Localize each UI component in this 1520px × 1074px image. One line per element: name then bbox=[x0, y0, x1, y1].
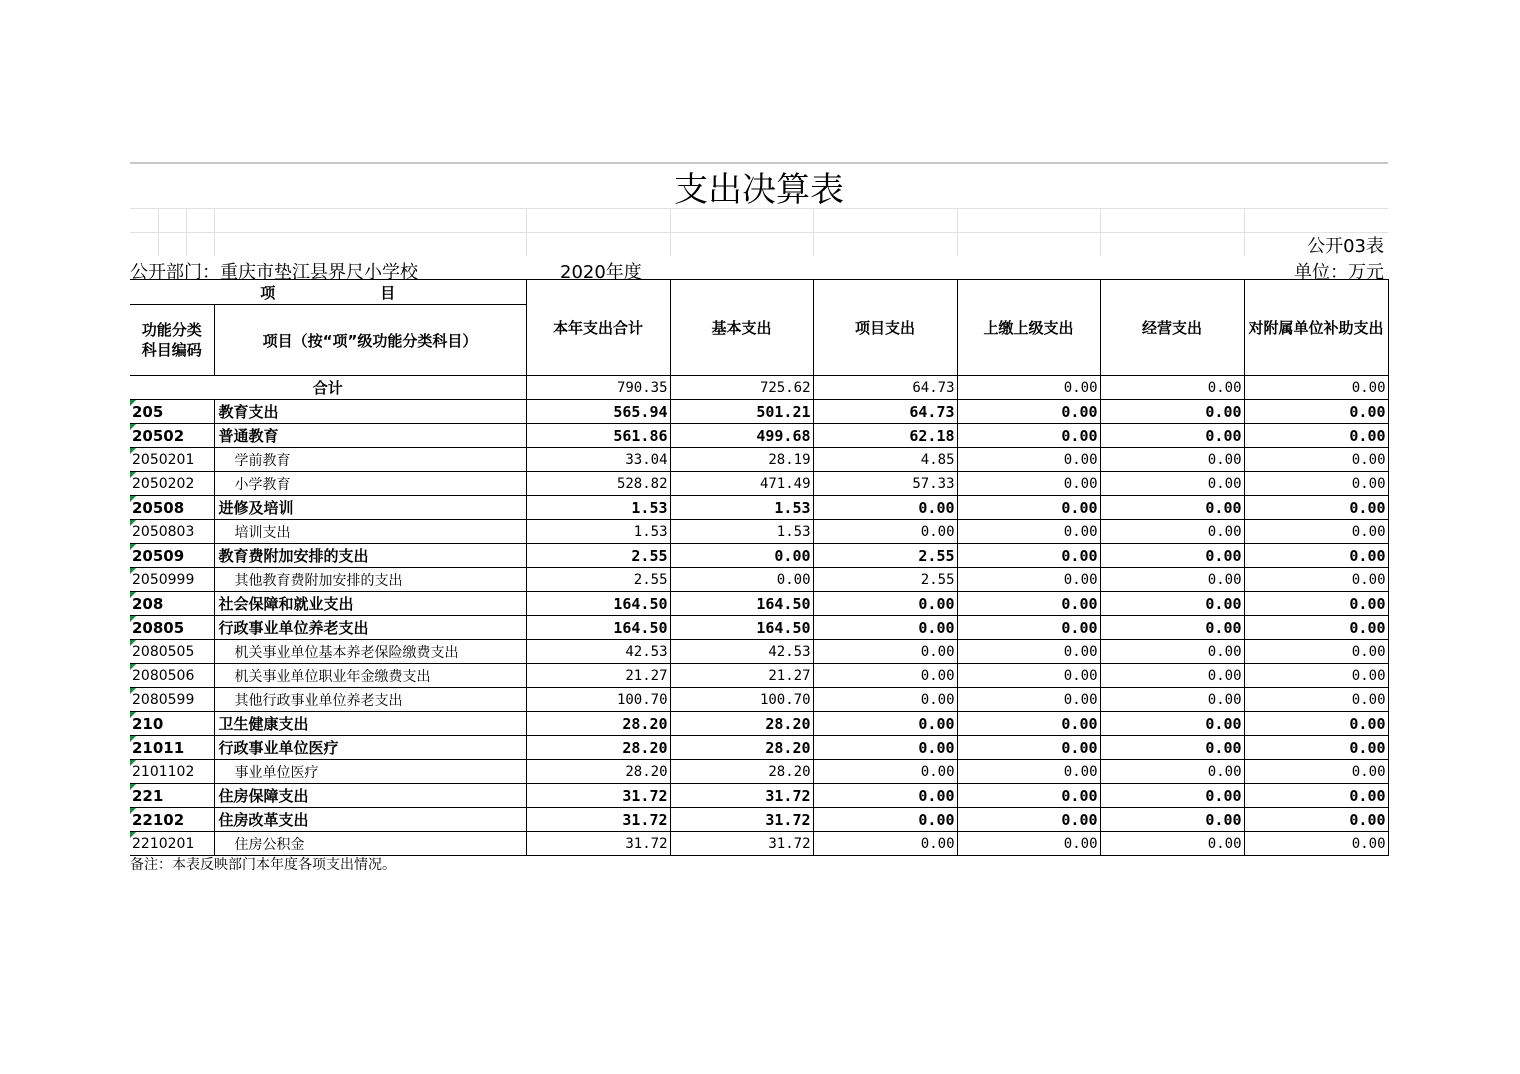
table-row bbox=[130, 712, 1388, 736]
row-value: 1.53 bbox=[670, 520, 813, 544]
grid-line bbox=[1244, 208, 1245, 256]
row-value: 2.55 bbox=[813, 544, 957, 568]
row-value: 0.00 bbox=[957, 664, 1100, 688]
row-value: 2.55 bbox=[813, 568, 957, 592]
row-value: 0.00 bbox=[670, 544, 813, 568]
row-code-text: 2050201 bbox=[132, 451, 195, 468]
row-value: 0.00 bbox=[1100, 424, 1244, 448]
row-value: 0.00 bbox=[957, 760, 1100, 784]
row-value: 0.00 bbox=[1100, 448, 1244, 472]
row-value: 0.00 bbox=[957, 592, 1100, 616]
row-value: 28.20 bbox=[670, 712, 813, 736]
row-code bbox=[130, 520, 214, 544]
row-value: 0.00 bbox=[1244, 568, 1388, 592]
header-name: 项目（按“项”级功能分类科目） bbox=[214, 305, 526, 376]
table-row bbox=[130, 688, 1388, 712]
sheet-top-border bbox=[130, 162, 1388, 164]
row-code-text: 210 bbox=[132, 714, 164, 733]
row-value: 100.70 bbox=[670, 688, 813, 712]
row-code-text: 2050202 bbox=[132, 475, 195, 492]
row-value: 0.00 bbox=[813, 592, 957, 616]
row-value: 0.00 bbox=[957, 832, 1100, 856]
row-code-text: 20509 bbox=[132, 546, 185, 565]
text-number-marker-icon bbox=[130, 688, 136, 694]
row-value: 164.50 bbox=[670, 616, 813, 640]
row-code bbox=[130, 664, 214, 688]
row-value: 33.04 bbox=[526, 448, 670, 472]
row-value: 0.00 bbox=[813, 784, 957, 808]
row-value: 0.00 bbox=[1244, 640, 1388, 664]
row-name bbox=[214, 736, 526, 760]
row-value: 164.50 bbox=[526, 592, 670, 616]
grid-line bbox=[526, 208, 527, 256]
header-item: 项 目 bbox=[130, 280, 526, 305]
row-value: 0.00 bbox=[1244, 472, 1388, 496]
header-col-remit: 上缴上级支出 bbox=[957, 280, 1100, 376]
row-value: 0.00 bbox=[1244, 712, 1388, 736]
row-name bbox=[214, 520, 526, 544]
row-value: 0.00 bbox=[1244, 544, 1388, 568]
row-name-text: 行政事业单位医疗 bbox=[218, 739, 339, 757]
row-value: 0.00 bbox=[1100, 832, 1244, 856]
row-name bbox=[214, 544, 526, 568]
table-row bbox=[130, 616, 1388, 640]
row-value: 0.00 bbox=[813, 808, 957, 832]
row-name-text: 住房保障支出 bbox=[218, 787, 309, 805]
header-col-total: 本年支出合计 bbox=[526, 280, 670, 376]
grid-line bbox=[158, 208, 159, 256]
row-value: 0.00 bbox=[1244, 736, 1388, 760]
table-row bbox=[130, 568, 1388, 592]
row-value: 28.20 bbox=[526, 736, 670, 760]
row-value: 21.27 bbox=[670, 664, 813, 688]
row-value: 0.00 bbox=[957, 616, 1100, 640]
total-value: 0.00 bbox=[1244, 376, 1388, 400]
row-value: 0.00 bbox=[1244, 496, 1388, 520]
row-code bbox=[130, 544, 214, 568]
row-value: 0.00 bbox=[1244, 808, 1388, 832]
table-row bbox=[130, 832, 1388, 856]
row-name-text: 社会保障和就业支出 bbox=[218, 595, 354, 613]
row-value: 0.00 bbox=[957, 688, 1100, 712]
row-value: 0.00 bbox=[1100, 664, 1244, 688]
row-value: 42.53 bbox=[526, 640, 670, 664]
grid-line bbox=[813, 208, 814, 256]
row-value: 28.20 bbox=[670, 736, 813, 760]
row-name-text: 小学教育 bbox=[234, 476, 291, 493]
row-value: 0.00 bbox=[1100, 496, 1244, 520]
header-code: 功能分类科目编码 bbox=[130, 305, 214, 376]
row-name-text: 机关事业单位基本养老保险缴费支出 bbox=[234, 644, 459, 661]
total-value: 64.73 bbox=[813, 376, 957, 400]
fiscal-year: 2020年度 bbox=[560, 262, 642, 283]
row-value: 0.00 bbox=[1244, 784, 1388, 808]
row-value: 28.20 bbox=[526, 712, 670, 736]
row-code bbox=[130, 616, 214, 640]
row-name-text: 机关事业单位职业年金缴费支出 bbox=[234, 668, 431, 685]
text-number-marker-icon bbox=[130, 592, 136, 598]
row-code-text: 20502 bbox=[132, 426, 185, 445]
row-code bbox=[130, 712, 214, 736]
table-row bbox=[130, 520, 1388, 544]
row-value: 64.73 bbox=[813, 400, 957, 424]
row-name-text: 培训支出 bbox=[234, 524, 291, 541]
row-value: 164.50 bbox=[670, 592, 813, 616]
row-code-text: 2080599 bbox=[132, 691, 195, 708]
row-value: 0.00 bbox=[1100, 784, 1244, 808]
table-row bbox=[130, 544, 1388, 568]
row-name-text: 学前教育 bbox=[234, 452, 291, 469]
row-value: 0.00 bbox=[1244, 688, 1388, 712]
row-value: 1.53 bbox=[526, 520, 670, 544]
row-value: 28.20 bbox=[670, 760, 813, 784]
table-row bbox=[130, 472, 1388, 496]
text-number-marker-icon bbox=[130, 400, 136, 406]
table-row bbox=[130, 496, 1388, 520]
row-name bbox=[214, 832, 526, 856]
row-value: 0.00 bbox=[957, 568, 1100, 592]
table-row bbox=[130, 424, 1388, 448]
row-code-text: 2080506 bbox=[132, 667, 195, 684]
row-name bbox=[214, 760, 526, 784]
row-value: 0.00 bbox=[813, 712, 957, 736]
row-value: 0.00 bbox=[1244, 592, 1388, 616]
row-name-text: 卫生健康支出 bbox=[218, 715, 309, 733]
row-code bbox=[130, 808, 214, 832]
footnote: 备注：本表反映部门本年度各项支出情况。 bbox=[130, 857, 396, 873]
row-value: 0.00 bbox=[1244, 448, 1388, 472]
text-number-marker-icon bbox=[130, 736, 136, 742]
row-value: 0.00 bbox=[1100, 640, 1244, 664]
text-number-marker-icon bbox=[130, 640, 136, 646]
row-code-text: 2210201 bbox=[132, 835, 195, 852]
row-value: 0.00 bbox=[1100, 688, 1244, 712]
row-value: 0.00 bbox=[1244, 760, 1388, 784]
row-code bbox=[130, 472, 214, 496]
row-name-text: 行政事业单位养老支出 bbox=[218, 619, 369, 637]
row-code bbox=[130, 496, 214, 520]
total-value: 0.00 bbox=[1100, 376, 1244, 400]
row-name bbox=[214, 448, 526, 472]
row-value: 0.00 bbox=[1100, 808, 1244, 832]
row-value: 0.00 bbox=[1100, 472, 1244, 496]
text-number-marker-icon bbox=[130, 832, 136, 838]
row-value: 0.00 bbox=[957, 496, 1100, 520]
row-value: 0.00 bbox=[1100, 520, 1244, 544]
department-label: 公开部门：重庆市垫江县界尺小学校 bbox=[130, 262, 418, 283]
row-code-text: 20805 bbox=[132, 618, 185, 637]
grid-line bbox=[214, 208, 215, 256]
table-row bbox=[130, 784, 1388, 808]
row-code-text: 208 bbox=[132, 594, 164, 613]
row-value: 62.18 bbox=[813, 424, 957, 448]
row-name bbox=[214, 784, 526, 808]
row-code-text: 2080505 bbox=[132, 643, 195, 660]
row-value: 0.00 bbox=[957, 712, 1100, 736]
table-row bbox=[130, 736, 1388, 760]
row-value: 0.00 bbox=[1100, 736, 1244, 760]
row-code-text: 2050803 bbox=[132, 523, 195, 540]
row-value: 0.00 bbox=[813, 736, 957, 760]
row-name bbox=[214, 688, 526, 712]
row-value: 501.21 bbox=[670, 400, 813, 424]
row-value: 0.00 bbox=[813, 616, 957, 640]
row-value: 471.49 bbox=[670, 472, 813, 496]
row-value: 0.00 bbox=[1100, 400, 1244, 424]
row-value: 28.19 bbox=[670, 448, 813, 472]
grid-line bbox=[130, 232, 1388, 233]
row-name bbox=[214, 640, 526, 664]
row-code bbox=[130, 448, 214, 472]
row-code-text: 2050999 bbox=[132, 571, 195, 588]
grid-line bbox=[186, 208, 187, 256]
row-value: 0.00 bbox=[813, 640, 957, 664]
table-row bbox=[130, 400, 1388, 424]
total-row bbox=[130, 376, 1388, 400]
row-name bbox=[214, 616, 526, 640]
row-value: 100.70 bbox=[526, 688, 670, 712]
row-value: 0.00 bbox=[1100, 712, 1244, 736]
row-value: 0.00 bbox=[957, 472, 1100, 496]
row-value: 0.00 bbox=[1244, 424, 1388, 448]
row-value: 0.00 bbox=[1244, 832, 1388, 856]
row-code bbox=[130, 400, 214, 424]
row-value: 0.00 bbox=[1244, 664, 1388, 688]
row-value: 2.55 bbox=[526, 544, 670, 568]
row-value: 0.00 bbox=[813, 496, 957, 520]
header-col-operating: 经营支出 bbox=[1100, 280, 1244, 376]
grid-line bbox=[957, 208, 958, 256]
row-code bbox=[130, 424, 214, 448]
total-value: 0.00 bbox=[957, 376, 1100, 400]
row-value: 0.00 bbox=[1244, 520, 1388, 544]
row-value: 28.20 bbox=[526, 760, 670, 784]
row-value: 0.00 bbox=[957, 544, 1100, 568]
text-number-marker-icon bbox=[130, 760, 136, 766]
row-name bbox=[214, 664, 526, 688]
row-code-text: 2101102 bbox=[132, 763, 195, 780]
row-value: 1.53 bbox=[526, 496, 670, 520]
row-name-text: 住房改革支出 bbox=[218, 811, 309, 829]
text-number-marker-icon bbox=[130, 544, 136, 550]
row-value: 0.00 bbox=[813, 760, 957, 784]
text-number-marker-icon bbox=[130, 520, 136, 526]
page-title: 支出决算表 bbox=[674, 170, 844, 210]
row-name-text: 事业单位医疗 bbox=[234, 764, 319, 781]
grid-line bbox=[670, 208, 671, 256]
text-number-marker-icon bbox=[130, 808, 136, 814]
row-value: 31.72 bbox=[526, 808, 670, 832]
row-value: 0.00 bbox=[957, 520, 1100, 544]
row-code-text: 221 bbox=[132, 786, 164, 805]
row-code-text: 21011 bbox=[132, 738, 185, 757]
row-value: 21.27 bbox=[526, 664, 670, 688]
row-value: 499.68 bbox=[670, 424, 813, 448]
row-value: 0.00 bbox=[1100, 544, 1244, 568]
row-value: 57.33 bbox=[813, 472, 957, 496]
row-value: 2.55 bbox=[526, 568, 670, 592]
text-number-marker-icon bbox=[130, 496, 136, 502]
header-col-subsidy: 对附属单位补助支出 bbox=[1244, 280, 1388, 376]
row-value: 528.82 bbox=[526, 472, 670, 496]
table-row bbox=[130, 760, 1388, 784]
table-row bbox=[130, 640, 1388, 664]
text-number-marker-icon bbox=[130, 424, 136, 430]
row-value: 31.72 bbox=[670, 832, 813, 856]
row-name-text: 其他教育费附加安排的支出 bbox=[234, 572, 403, 589]
row-value: 31.72 bbox=[670, 808, 813, 832]
row-name bbox=[214, 712, 526, 736]
row-value: 42.53 bbox=[670, 640, 813, 664]
row-value: 164.50 bbox=[526, 616, 670, 640]
row-value: 1.53 bbox=[670, 496, 813, 520]
row-value: 0.00 bbox=[813, 688, 957, 712]
text-number-marker-icon bbox=[130, 712, 136, 718]
grid-line bbox=[1100, 208, 1101, 256]
row-code bbox=[130, 592, 214, 616]
row-code-text: 22102 bbox=[132, 810, 185, 829]
unit-label: 单位：万元 bbox=[1294, 262, 1384, 283]
row-name-text: 其他行政事业单位养老支出 bbox=[234, 692, 403, 709]
row-value: 0.00 bbox=[957, 736, 1100, 760]
row-value: 0.00 bbox=[813, 664, 957, 688]
text-number-marker-icon bbox=[130, 472, 136, 478]
row-value: 0.00 bbox=[1100, 760, 1244, 784]
expenditure-table bbox=[130, 279, 1389, 856]
row-code bbox=[130, 568, 214, 592]
total-value: 790.35 bbox=[526, 376, 670, 400]
row-code bbox=[130, 640, 214, 664]
row-value: 0.00 bbox=[957, 448, 1100, 472]
table-row bbox=[130, 664, 1388, 688]
row-name bbox=[214, 400, 526, 424]
row-code-text: 205 bbox=[132, 402, 164, 421]
row-code bbox=[130, 832, 214, 856]
row-value: 561.86 bbox=[526, 424, 670, 448]
row-value: 0.00 bbox=[1244, 400, 1388, 424]
row-value: 0.00 bbox=[813, 520, 957, 544]
row-name bbox=[214, 568, 526, 592]
row-code-text: 20508 bbox=[132, 498, 185, 517]
text-number-marker-icon bbox=[130, 616, 136, 622]
row-value: 0.00 bbox=[957, 640, 1100, 664]
row-name-text: 教育费附加安排的支出 bbox=[218, 547, 369, 565]
row-code bbox=[130, 688, 214, 712]
row-name bbox=[214, 424, 526, 448]
text-number-marker-icon bbox=[130, 448, 136, 454]
row-code bbox=[130, 784, 214, 808]
row-value: 4.85 bbox=[813, 448, 957, 472]
row-value: 0.00 bbox=[957, 424, 1100, 448]
row-name bbox=[214, 592, 526, 616]
row-value: 0.00 bbox=[957, 400, 1100, 424]
table-row bbox=[130, 448, 1388, 472]
row-name-text: 教育支出 bbox=[218, 403, 279, 421]
row-name bbox=[214, 808, 526, 832]
text-number-marker-icon bbox=[130, 568, 136, 574]
row-value: 0.00 bbox=[1100, 568, 1244, 592]
row-value: 0.00 bbox=[1244, 616, 1388, 640]
text-number-marker-icon bbox=[130, 664, 136, 670]
row-value: 31.72 bbox=[526, 784, 670, 808]
row-value: 0.00 bbox=[1100, 592, 1244, 616]
row-name-text: 普通教育 bbox=[218, 427, 279, 445]
row-name bbox=[214, 496, 526, 520]
row-value: 0.00 bbox=[813, 832, 957, 856]
row-name-text: 住房公积金 bbox=[234, 836, 305, 853]
table-row bbox=[130, 592, 1388, 616]
row-value: 0.00 bbox=[957, 784, 1100, 808]
table-number: 公开03表 bbox=[1307, 236, 1384, 257]
text-number-marker-icon bbox=[130, 784, 136, 790]
row-value: 0.00 bbox=[1100, 616, 1244, 640]
row-value: 565.94 bbox=[526, 400, 670, 424]
table-row bbox=[130, 808, 1388, 832]
row-value: 0.00 bbox=[957, 808, 1100, 832]
total-label: 合计 bbox=[130, 376, 526, 400]
row-code bbox=[130, 760, 214, 784]
header-col-basic: 基本支出 bbox=[670, 280, 813, 376]
row-name bbox=[214, 472, 526, 496]
row-value: 0.00 bbox=[670, 568, 813, 592]
row-value: 31.72 bbox=[526, 832, 670, 856]
header-col-project: 项目支出 bbox=[813, 280, 957, 376]
row-value: 31.72 bbox=[670, 784, 813, 808]
row-code bbox=[130, 736, 214, 760]
total-value: 725.62 bbox=[670, 376, 813, 400]
row-name-text: 进修及培训 bbox=[218, 499, 294, 517]
